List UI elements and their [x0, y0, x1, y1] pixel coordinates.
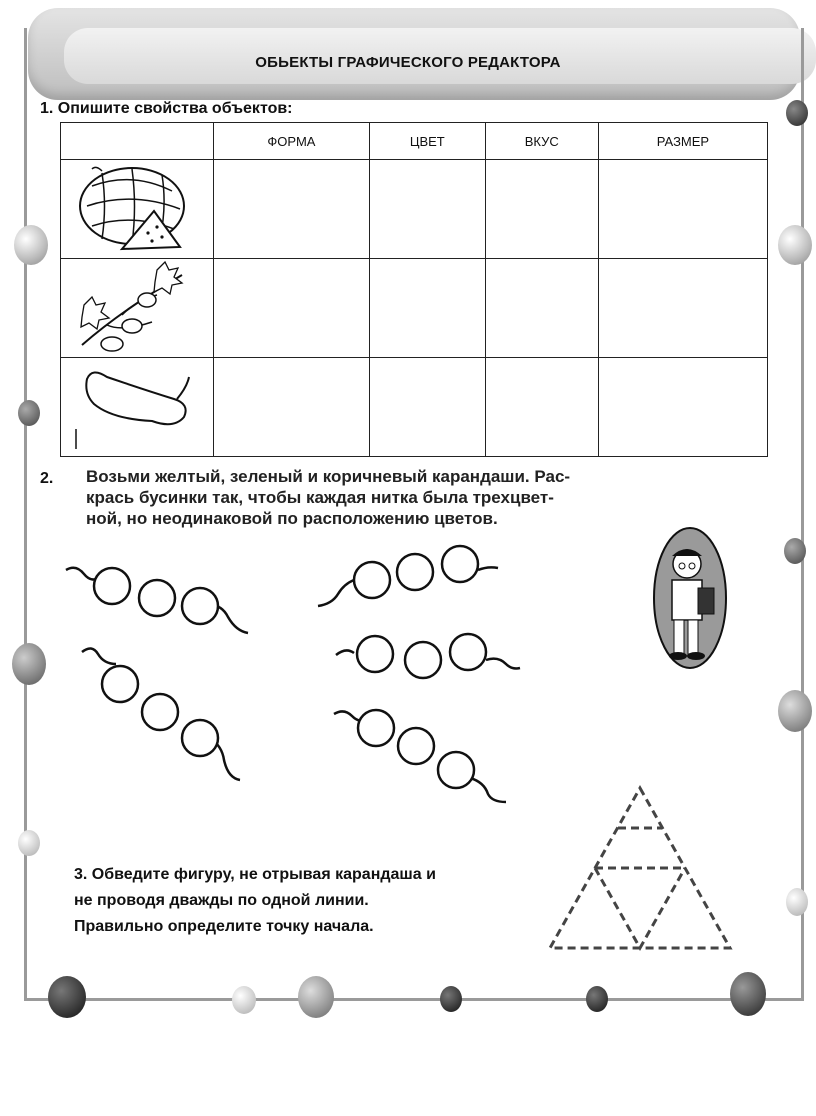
task3-line: не проводя дважды по одной линии. [74, 892, 369, 909]
task3-line: 3. Обведите фигуру, не отрывая карандаша и [74, 866, 436, 883]
task2-line: Возьми желтый, зеленый и коричневый карандаши. Рас- [86, 467, 571, 486]
task3-text [74, 862, 534, 940]
bead-string[interactable] [336, 634, 520, 678]
bead-string[interactable] [82, 648, 240, 780]
table-header-cell: ФОРМА [214, 123, 370, 160]
table-header-cell: РАЗМЕР [598, 123, 767, 160]
task2-line: крась бусинки так, чтобы каждая нитка была трехцвет- [86, 488, 554, 507]
table-header-cell: ВКУС [485, 123, 598, 160]
boy-with-book-image [652, 526, 728, 670]
bead-string[interactable] [318, 546, 498, 606]
task3-line: Правильно определите точку начала. [74, 918, 374, 935]
bead-string[interactable] [334, 710, 506, 802]
task2-line: ной, но неодинаковой по расположению цветов. [86, 509, 498, 528]
task2-number: 2. [40, 470, 54, 487]
dashed-triangle-figure[interactable] [540, 780, 750, 952]
bead-string[interactable] [66, 568, 248, 633]
table-header-cell: ЦВЕТ [369, 123, 485, 160]
page-title: ОБЬЕКТЫ ГРАФИЧЕСКОГО РЕДАКТОРА [255, 54, 561, 71]
task1-label: 1. Опишите свойства объектов: [40, 100, 293, 117]
